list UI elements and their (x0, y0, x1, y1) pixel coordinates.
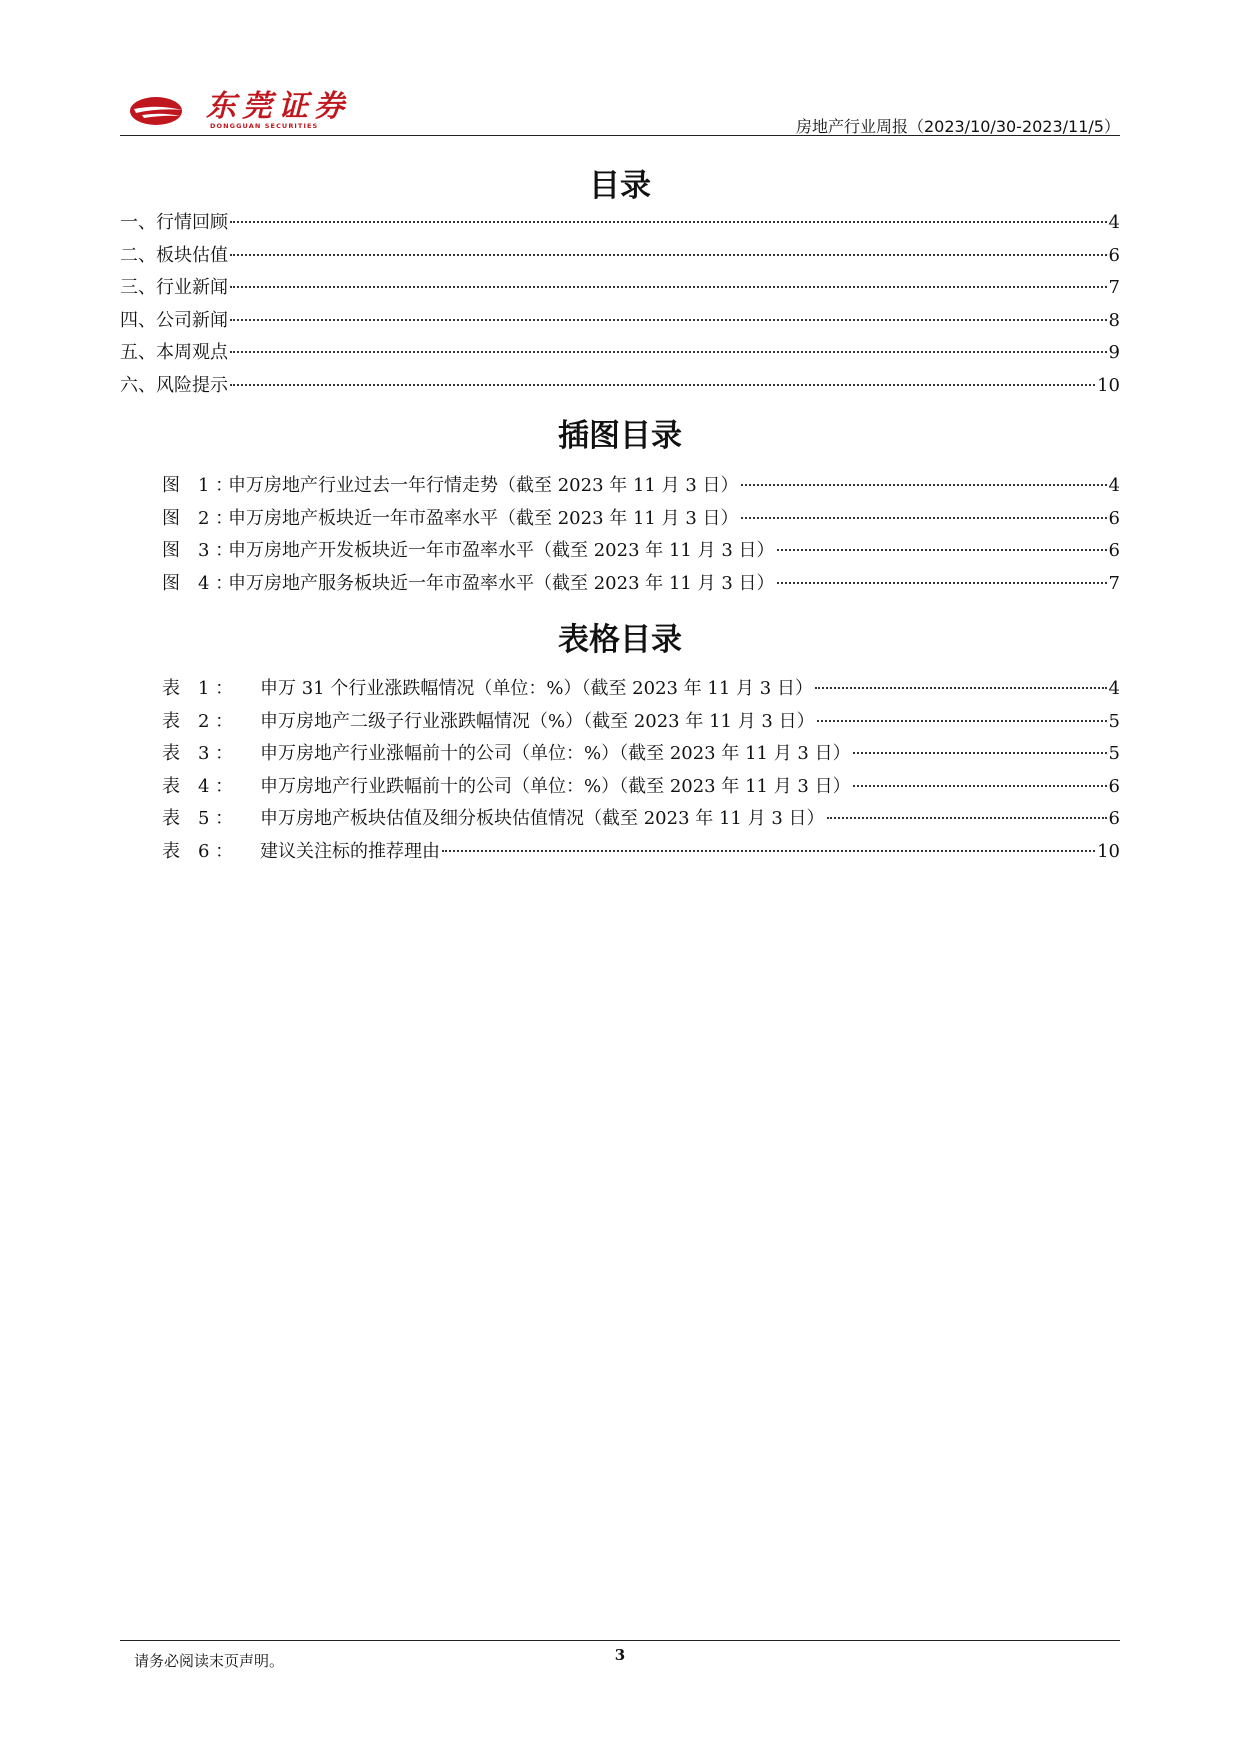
entry-title: 公司新闻 (156, 309, 228, 331)
figure-list-title: 插图目录 (558, 418, 682, 454)
figure-list (120, 470, 1120, 600)
leader-dots (230, 286, 1107, 288)
entry-number: 表 3 ： (162, 743, 234, 764)
leader-dots (817, 720, 1107, 722)
entry-page-number: 4 (1108, 475, 1120, 496)
company-logo (128, 89, 408, 134)
entry-number: 三、 (120, 277, 156, 298)
entry-number: 四、 (120, 309, 156, 331)
leader-dots (777, 549, 1107, 551)
entry-page-number: 6 (1108, 775, 1120, 797)
entry-page-number: 5 (1108, 710, 1120, 732)
toc-entry[interactable] (120, 370, 1120, 403)
entry-number: 六、 (120, 374, 156, 396)
leader-dots (442, 850, 1095, 852)
entry-number: 表 5 ： (162, 808, 234, 829)
entry-page-number: 9 (1108, 342, 1120, 363)
entry-title: 风险提示 (156, 374, 228, 396)
entry-title: 申万房地产二级子行业涨跌幅情况（%）（截至 2023 年 11 月 3 日） (260, 710, 815, 732)
entry-title: 建议关注标的推荐理由 (260, 840, 440, 862)
entry-number: 图 3 ： (162, 540, 234, 561)
table-entry[interactable] (120, 836, 1120, 869)
entry-page-number: 6 (1108, 808, 1120, 829)
leader-dots (815, 687, 1107, 689)
entry-title: 申万房地产开发板块近一年市盈率水平（截至 2023 年 11 月 3 日） (228, 540, 775, 561)
entry-page-number: 7 (1108, 572, 1120, 594)
footer-divider (120, 1640, 1120, 1641)
entry-page-number: 8 (1108, 309, 1120, 331)
entry-number: 图 2 ： (162, 507, 234, 529)
entry-page-number: 10 (1097, 840, 1120, 862)
logo-mark-icon (128, 94, 198, 128)
entry-title: 申万 31 个行业涨跌幅情况（单位：%）（截至 2023 年 11 月 3 日） (260, 678, 813, 699)
entry-page-number: 6 (1108, 244, 1120, 266)
entry-number: 表 6 ： (162, 840, 234, 862)
leader-dots (230, 254, 1107, 256)
entry-page-number: 6 (1108, 540, 1120, 561)
entry-title: 申万房地产行业涨幅前十的公司（单位：%）（截至 2023 年 11 月 3 日） (260, 743, 851, 764)
entry-number: 表 1 ： (162, 678, 234, 699)
entry-title: 行业新闻 (156, 277, 228, 298)
entry-number: 二、 (120, 244, 156, 266)
entry-page-number: 7 (1108, 277, 1120, 298)
entry-page-number: 5 (1108, 743, 1120, 764)
entry-page-number: 6 (1108, 507, 1120, 529)
toc-entry[interactable] (120, 207, 1120, 240)
entry-title: 申万房地产行业过去一年行情走势（截至 2023 年 11 月 3 日） (228, 475, 739, 496)
leader-dots (230, 384, 1095, 386)
toc-title: 目录 (589, 168, 651, 204)
entry-number: 一、 (120, 212, 156, 233)
leader-dots (230, 319, 1107, 321)
entry-title: 申万房地产板块近一年市盈率水平（截至 2023 年 11 月 3 日） (228, 507, 739, 529)
entry-number: 图 1 ： (162, 475, 234, 496)
report-title: 房地产行业周报（2023/10/30-2023/11/5） (795, 117, 1120, 136)
toc-entry[interactable] (120, 240, 1120, 273)
leader-dots (853, 752, 1107, 754)
logo-chinese-name: 东莞证券 (206, 89, 350, 124)
table-entry[interactable] (120, 673, 1120, 706)
entry-page-number: 10 (1097, 374, 1120, 396)
entry-title: 板块估值 (156, 244, 228, 266)
page-header (120, 86, 1120, 136)
figure-entry[interactable] (120, 470, 1120, 503)
logo-english-name: DONGGUAN SECURITIES (210, 122, 319, 130)
header-divider (120, 135, 1120, 136)
entry-number: 表 4 ： (162, 775, 234, 797)
figure-entry[interactable] (120, 568, 1120, 601)
entry-title: 申万房地产板块估值及细分板块估值情况（截至 2023 年 11 月 3 日） (260, 808, 825, 829)
entry-title: 申万房地产服务板块近一年市盈率水平（截至 2023 年 11 月 3 日） (228, 572, 775, 594)
entry-page-number: 4 (1108, 678, 1120, 699)
table-list-title: 表格目录 (558, 622, 682, 658)
toc-entry[interactable] (120, 337, 1120, 370)
table-entry[interactable] (120, 771, 1120, 804)
page-number: 3 (614, 1646, 626, 1664)
toc-entry[interactable] (120, 272, 1120, 305)
leader-dots (230, 221, 1107, 223)
entry-title: 申万房地产行业跌幅前十的公司（单位：%）（截至 2023 年 11 月 3 日） (260, 775, 851, 797)
entry-number: 图 4 ： (162, 572, 234, 594)
figure-entry[interactable] (120, 503, 1120, 536)
entry-number: 五、 (120, 342, 156, 363)
entry-title: 行情回顾 (156, 212, 228, 233)
table-entry[interactable] (120, 803, 1120, 836)
table-entry[interactable] (120, 738, 1120, 771)
disclaimer-note: 请务必阅读末页声明。 (134, 1652, 285, 1670)
table-entry[interactable] (120, 706, 1120, 739)
leader-dots (827, 817, 1107, 819)
toc-list (120, 207, 1120, 402)
entry-number: 表 2 ： (162, 710, 234, 732)
leader-dots (230, 351, 1107, 353)
figure-entry[interactable] (120, 535, 1120, 568)
leader-dots (777, 582, 1107, 584)
entry-title: 本周观点 (156, 342, 228, 363)
leader-dots (741, 484, 1107, 486)
entry-page-number: 4 (1108, 212, 1120, 233)
table-list (120, 673, 1120, 868)
leader-dots (741, 517, 1107, 519)
toc-entry[interactable] (120, 305, 1120, 338)
leader-dots (853, 785, 1107, 787)
